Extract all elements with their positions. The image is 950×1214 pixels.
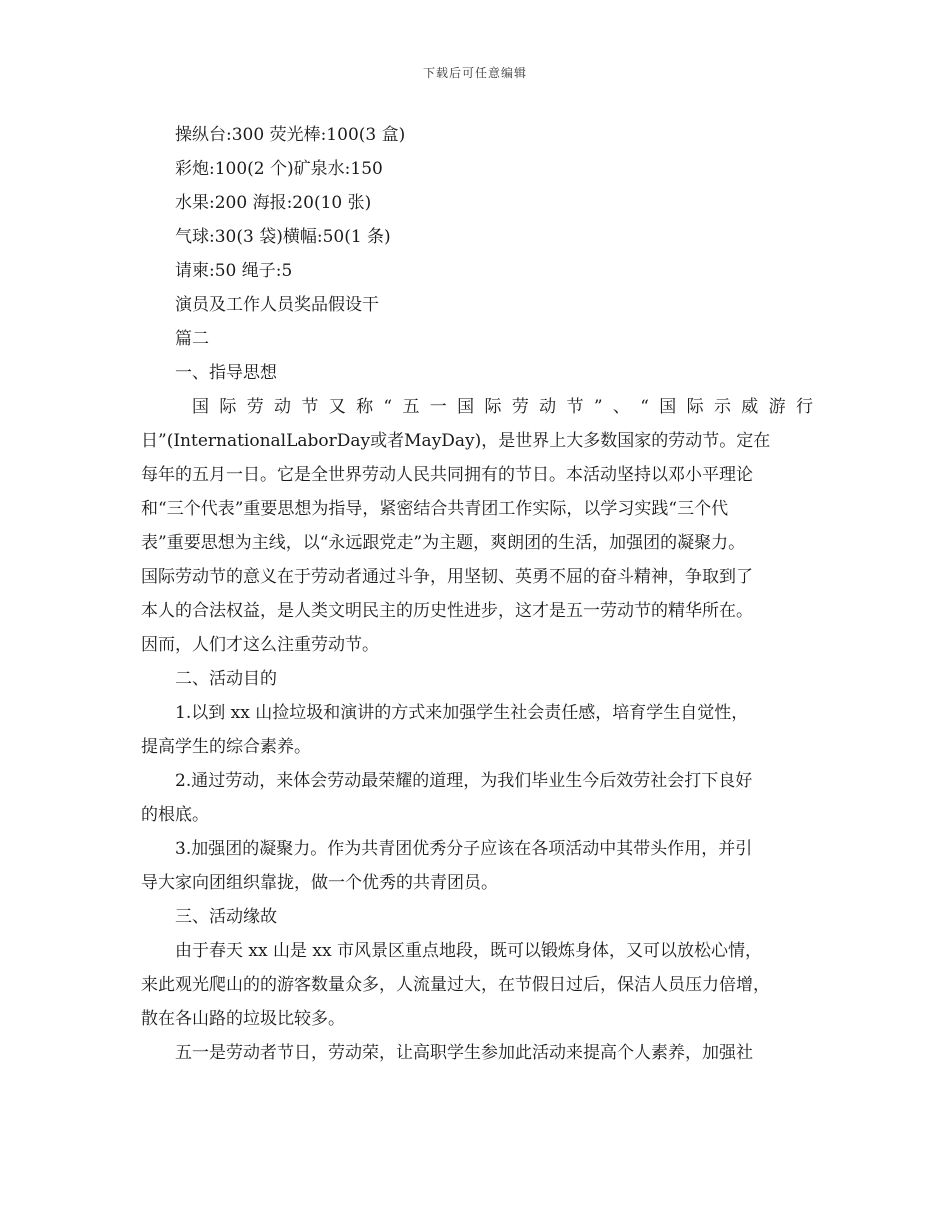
text-line: 操纵台:300 荧光棒:100(3 盒) bbox=[175, 125, 406, 145]
paragraph-line: 的根底。 bbox=[141, 805, 209, 825]
section-heading: 二、活动目的 bbox=[175, 669, 277, 689]
page-header: 下载后可任意编辑 bbox=[422, 66, 527, 80]
paragraph-line: 散在各山路的垃圾比较多。 bbox=[141, 1009, 345, 1029]
paragraph-line: 来此观光爬山的的游客数量众多，人流量过大，在节假日过后，保洁人员压力倍增， bbox=[141, 975, 770, 995]
text-line: 彩炮:100(2 个)矿泉水:150 bbox=[175, 159, 383, 179]
paragraph-line: 由于春天 xx 山是 xx 市风景区重点地段，既可以锻炼身体，又可以放松心情， bbox=[175, 941, 762, 961]
section-heading: 三、活动缘故 bbox=[175, 907, 277, 927]
paragraph-line: 提高学生的综合素养。 bbox=[141, 737, 311, 757]
paragraph-line: 因而，人们才这么注重劳动节。 bbox=[141, 635, 379, 655]
paragraph-line: 导大家向团组织靠拢，做一个优秀的共青团员。 bbox=[141, 873, 498, 893]
paragraph-line: 每年的五月一日。它是全世界劳动人民共同拥有的节日。本活动坚持以邓小平理论 bbox=[141, 465, 753, 485]
paragraph-line: 日”(InternationalLaborDay或者MayDay)，是世界上大多数国家的劳动节。定在 bbox=[141, 431, 771, 451]
paragraph-line: 国际劳动节的意义在于劳动者通过斗争，用坚韧、英勇不屈的奋斗精神，争取到了 bbox=[141, 567, 753, 587]
text-line: 请柬:50 绳子:5 bbox=[175, 261, 293, 281]
text-line: 演员及工作人员奖品假设干 bbox=[175, 295, 379, 315]
paragraph-line: 本人的合法权益，是人类文明民主的历史性进步，这才是五一劳动节的精华所在。 bbox=[141, 601, 753, 621]
paragraph-line: 国际劳动节又称“五一国际劳动节”、“国际示威游行 bbox=[192, 397, 813, 417]
paragraph-line: 2.通过劳动，来体会劳动最荣耀的道理，为我们毕业生今后效劳社会打下良好 bbox=[175, 771, 753, 791]
paragraph-line: 表”重要思想为主线，以“永远跟党走”为主题，爽朗团的生活，加强团的凝聚力。 bbox=[141, 533, 746, 553]
paragraph-line: 五一是劳动者节日，劳动荣，让高职学生参加此活动来提高个人素养，加强社 bbox=[175, 1043, 753, 1063]
section-heading: 一、指导思想 bbox=[175, 363, 277, 383]
paragraph-line: 1.以到 xx 山捡垃圾和演讲的方式来加强学生社会责任感，培育学生自觉性， bbox=[175, 703, 749, 723]
document-body bbox=[141, 118, 813, 1070]
section-title: 篇二 bbox=[175, 329, 209, 349]
paragraph-line: 3.加强团的凝聚力。作为共青团优秀分子应该在各项活动中其带头作用，并引 bbox=[175, 839, 753, 859]
text-line: 气球:30(3 袋)横幅:50(1 条) bbox=[175, 227, 391, 247]
text-line: 水果:200 海报:20(10 张) bbox=[175, 193, 372, 213]
paragraph-line: 和“三个代表”重要思想为指导，紧密结合共青团工作实际，以学习实践“三个代 bbox=[141, 499, 729, 519]
